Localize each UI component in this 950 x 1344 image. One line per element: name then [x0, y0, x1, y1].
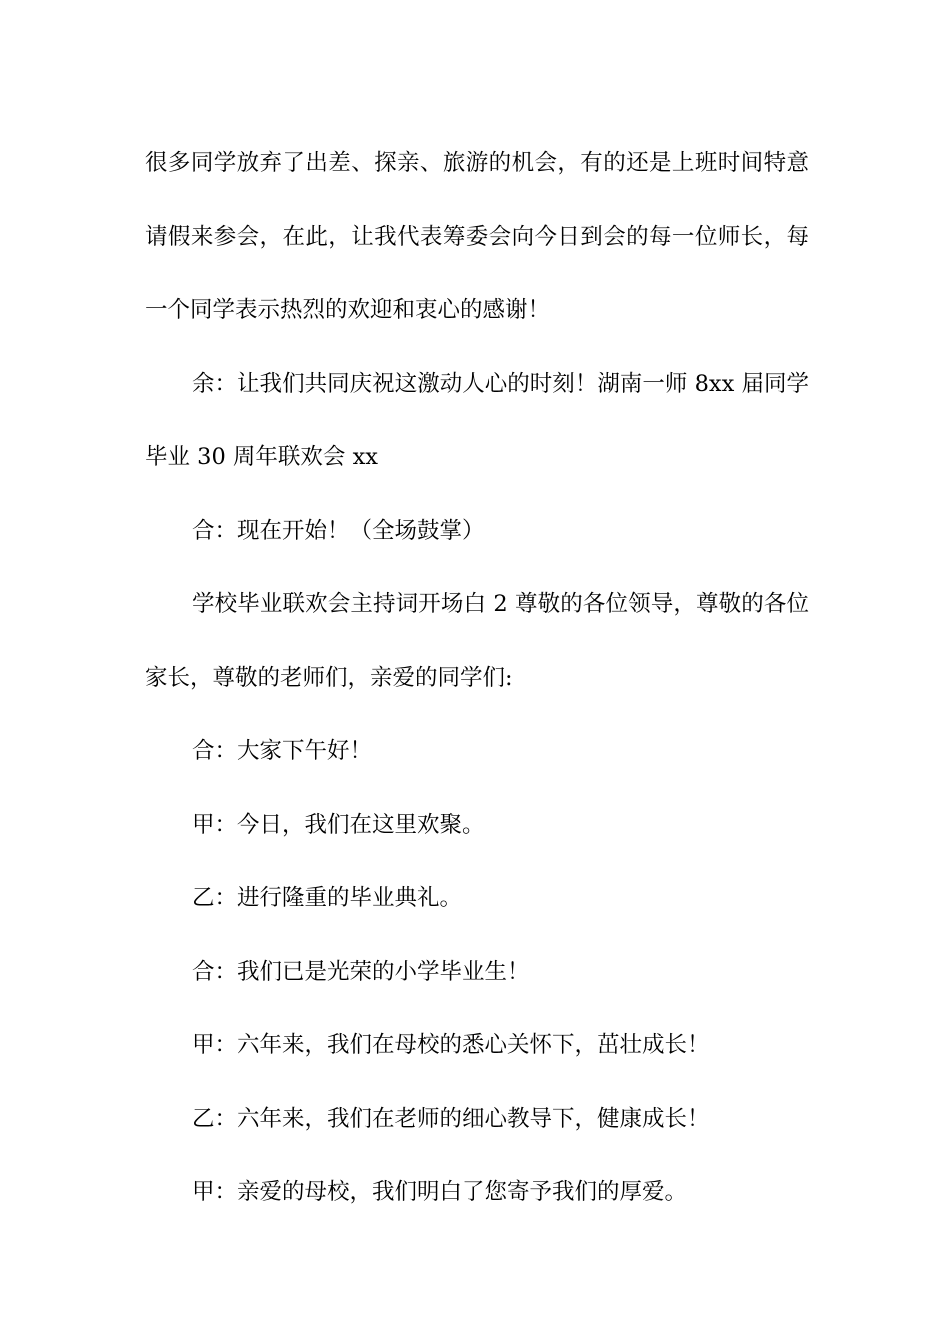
document-body: [145, 127, 809, 1230]
paragraph-8: 合：我们已是光荣的小学毕业生！: [192, 958, 530, 985]
paragraph-10: 乙：六年来，我们在老师的细心教导下，健康成长！: [192, 1105, 710, 1132]
paragraph-5: 合：大家下午好！: [192, 738, 373, 764]
paragraph-11: 甲：亲爱的母校，我们明白了您寄予我们的厚爱。: [192, 1179, 688, 1205]
paragraph-1: 很多同学放弃了出差、探亲、旅游的机会，有的还是上班时间特意请假来参会，在此，让我代表筹委会向今日到会的每一位师长，每一个同学表示热烈的欢迎和衷心的感谢！: [145, 150, 809, 323]
paragraph-9: 甲：六年来，我们在母校的悉心关怀下，茁壮成长！: [192, 1032, 710, 1058]
paragraph-6: 甲：今日，我们在这里欢聚。: [192, 811, 485, 838]
paragraph-2: 余：让我们共同庆祝这激动人心的时刻！湖南一师 8xx 届同学毕业 30 周年联欢会 xx: [145, 370, 809, 470]
paragraph-4: 学校毕业联欢会主持词开场白 2 尊敬的各位领导，尊敬的各位家长，尊敬的老师们，亲爱的同学们:: [145, 591, 809, 691]
paragraph-7: 乙：进行隆重的毕业典礼。: [192, 885, 463, 911]
paragraph-3: 合：现在开始！（全场鼓掌）: [192, 517, 485, 544]
